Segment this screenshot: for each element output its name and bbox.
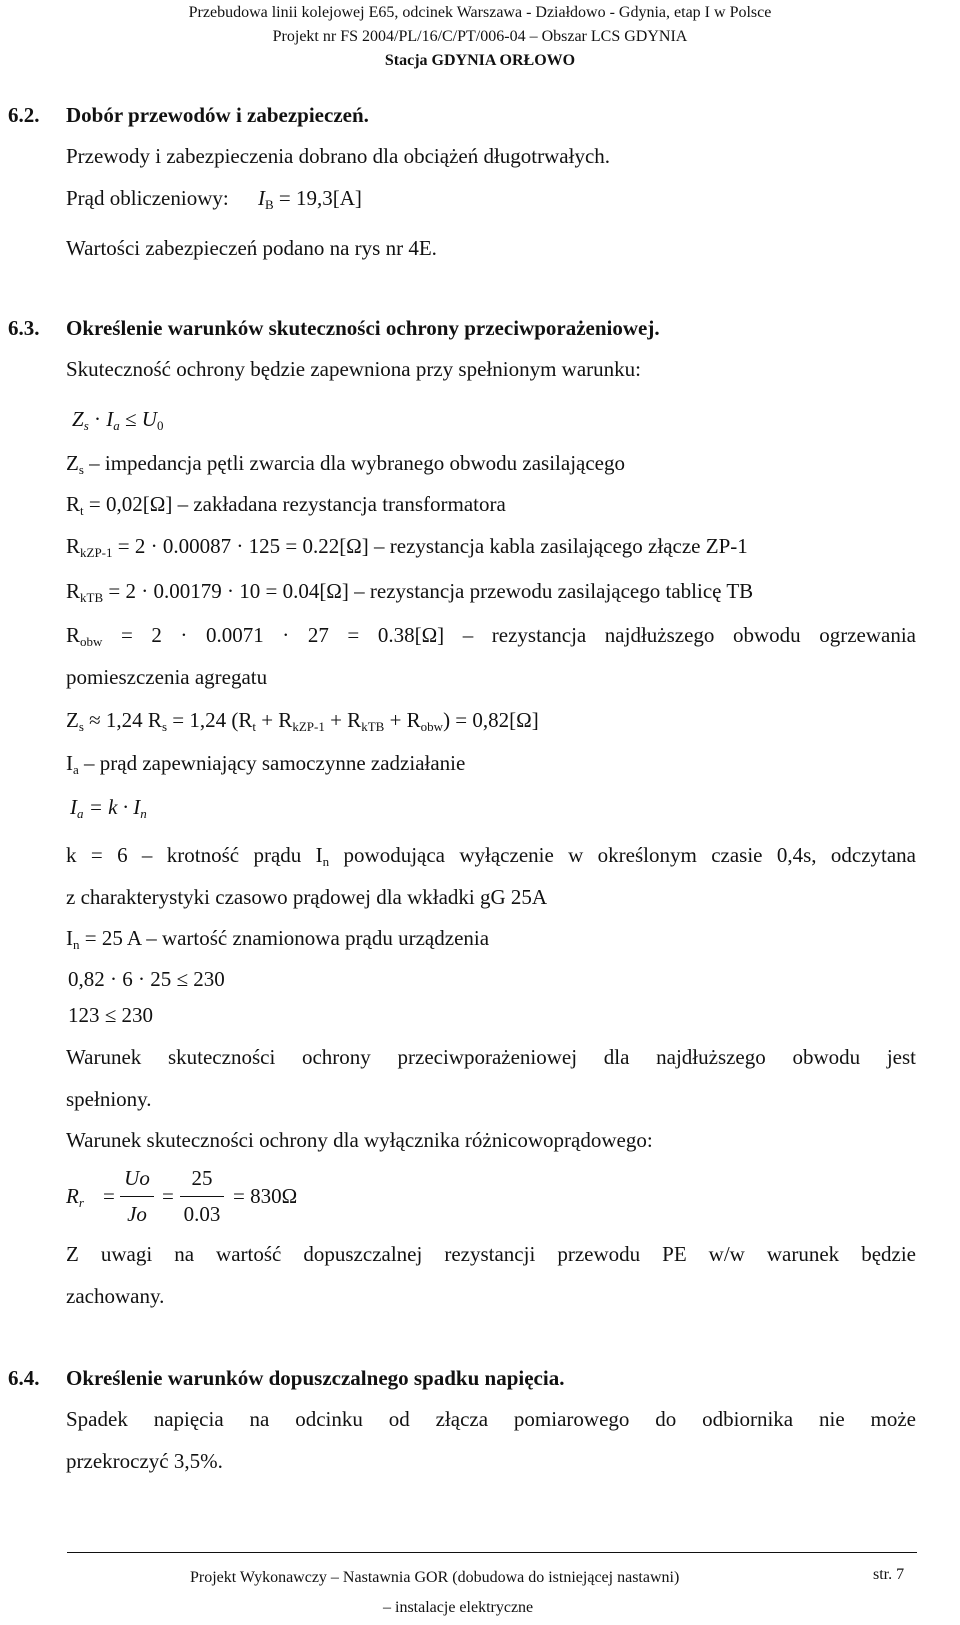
s63-intro: Skuteczność ochrony będzie zapewniona przy spełnionym warunku: xyxy=(66,357,641,381)
footer-page-number: str. 7 xyxy=(873,1566,905,1583)
section-6-4-number: 6.4. xyxy=(8,1366,40,1390)
s64-paragraph: Spadek napięcia na odcinku od złącza pomiarowego do odbiornika nie może xyxy=(66,1407,916,1431)
s63-zs-definition: $Z_s$ – impedancja pętli zwarcia dla wybranego obwodu zasilającego xyxy=(66,451,625,477)
s63-condition-formula: $Z_s \cdot I_a \le U_0$ xyxy=(72,407,164,433)
s63-rcd-intro: Warunek skuteczności ochrony dla wyłącznika różnicowoprądowego: xyxy=(66,1128,653,1152)
s64-paragraph-cont: przekroczyć 3,5%. xyxy=(66,1449,223,1473)
s63-ia-definition: $I_a$ – prąd zapewniający samoczynne zadziałanie xyxy=(66,751,466,777)
s63-calc-2: 123 ≤ 230 xyxy=(68,1003,154,1027)
s63-pe-note: Z uwagi na wartość dopuszczalnej rezystancji przewodu PE w/w warunek będzie xyxy=(66,1242,916,1266)
section-6-3-number: 6.3. xyxy=(8,316,40,340)
s62-current-label: Prąd obliczeniowy: xyxy=(66,186,229,210)
section-6-2-number: 6.2. xyxy=(8,103,40,127)
section-6-4-title: Określenie warunków dopuszczalnego spadku napięcia. xyxy=(66,1366,565,1390)
s63-calc-1: 0,82 · 6 · 25 ≤ 230 xyxy=(68,967,225,991)
section-6-3-title: Określenie warunków skuteczności ochrony przeciwporażeniowej. xyxy=(66,316,660,340)
header-project-number: Projekt nr FS 2004/PL/16/C/PT/006-04 – Obszar LCS GDYNIA xyxy=(272,28,688,45)
s63-rkzp-definition: $R_{kZP-1} = 2 \cdot 0.00087 \cdot 125 = 0.22[\Omega]$ – rezystancja kabla zasilającego złącze ZP-1 xyxy=(66,534,748,560)
s63-in-definition: $I_n = 25$ A – wartość znamionowa prądu urządzenia xyxy=(66,926,490,952)
footer-subtitle: – instalacje elektryczne xyxy=(383,1599,534,1616)
s63-ia-formula: $I_a = k \cdot I_n$ xyxy=(70,795,147,821)
s63-rt-definition: $R_t = 0,02[\Omega]$ – zakładana rezystancja transformatora xyxy=(66,492,506,518)
s63-robw-definition-cont: pomieszczenia agregatu xyxy=(66,665,268,689)
footer-project-title: Projekt Wykonawczy – Nastawnia GOR (dobudowa do istniejącej nastawni) xyxy=(190,1569,680,1586)
s63-zs-calculation: $Z_s \approx 1,24$ $R_s = 1,24$ $(R_t + R_{kZP-1} + R_{kTB} + R_{obw}) = 0,82[\Omega]$ xyxy=(66,708,539,734)
section-6-2-title: Dobór przewodów i zabezpieczeń. xyxy=(66,103,369,127)
s63-conclusion: Warunek skuteczności ochrony przeciwporażeniowej dla najdłuższego obwodu jest xyxy=(66,1045,916,1069)
s62-paragraph-2: Wartości zabezpieczeń podano na rys nr 4E. xyxy=(66,236,437,260)
s63-pe-note-cont: zachowany. xyxy=(66,1284,165,1308)
header-station: Stacja GDYNIA ORŁOWO xyxy=(384,52,576,69)
s62-paragraph-1: Przewody i zabezpieczenia dobrano dla obciążeń długotrwałych. xyxy=(66,144,611,168)
footer-divider xyxy=(67,1552,917,1553)
s63-rktb-definition: $R_{kTB} = 2 \cdot 0.00179 \cdot 10 = 0.04[\Omega]$ – rezystancja przewodu zasilającego tablicę TB xyxy=(66,579,754,605)
s63-conclusion-cont: spełniony. xyxy=(66,1087,152,1111)
s63-k-definition-cont: z charakterystyki czasowo prądowej dla wkładki gG 25A xyxy=(66,885,548,909)
s63-k-definition: k = 6 – krotność prądu $I_n$ powodująca wyłączenie w określonym czasie 0,4s, odczytana xyxy=(66,843,917,869)
header-project-line: Przebudowa linii kolejowej E65, odcinek Warszawa - Działdowo - Gdynia, etap I w Polsce xyxy=(188,4,772,21)
s63-robw-definition: $R_{obw} = 2 \cdot 0.0071 \cdot 27 = 0.38[\Omega]$ – rezystancja najdłuższego obwodu ogrzewania xyxy=(66,623,916,649)
s62-current-formula: $I_B = 19,3[A]$ xyxy=(258,186,362,212)
